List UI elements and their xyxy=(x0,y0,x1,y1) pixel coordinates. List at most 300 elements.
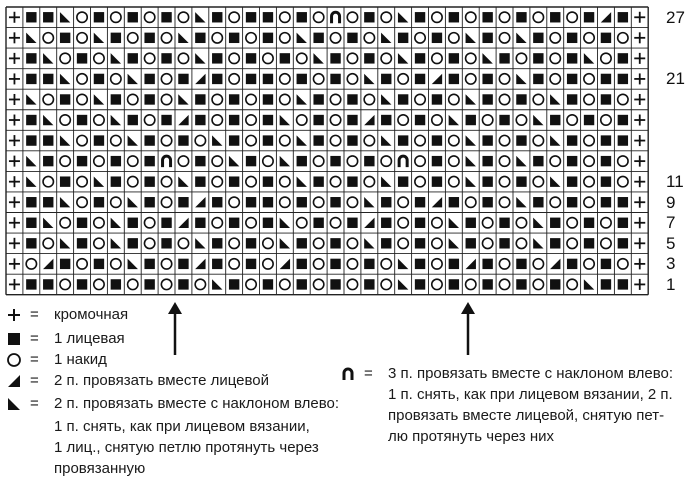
yarn-over-circle xyxy=(94,156,104,166)
knit-square xyxy=(60,176,70,186)
legend-edge xyxy=(6,305,326,325)
yarn-over-circle xyxy=(178,238,188,248)
yarn-over-circle xyxy=(415,156,425,166)
arch-icon xyxy=(340,364,356,384)
legend-k2tog xyxy=(6,371,326,391)
edge-plus xyxy=(9,53,20,64)
circle-icon xyxy=(6,350,22,370)
knit-square xyxy=(77,218,87,228)
k2tog-triangle xyxy=(364,115,374,125)
knit-square xyxy=(111,176,121,186)
yarn-over-circle xyxy=(330,218,340,228)
k2tog-triangle xyxy=(466,259,476,269)
yarn-over-circle xyxy=(212,94,222,104)
ssk-triangle xyxy=(128,135,138,145)
yarn-over-circle xyxy=(415,94,425,104)
yarn-over-circle xyxy=(313,197,323,207)
yarn-over-circle xyxy=(330,94,340,104)
sk2p-arch xyxy=(163,156,171,167)
row-number: 11 xyxy=(666,172,684,192)
yarn-over-circle xyxy=(77,12,87,22)
grid-lines xyxy=(6,7,648,295)
knit-square xyxy=(550,115,560,125)
knit-square xyxy=(567,135,577,145)
knit-square xyxy=(364,259,374,269)
yarn-over-circle xyxy=(381,279,391,289)
yarn-over-circle xyxy=(229,12,239,22)
knit-square xyxy=(466,238,476,248)
yarn-over-circle xyxy=(280,135,290,145)
ssk-triangle xyxy=(381,176,391,186)
knit-square xyxy=(111,33,121,43)
ssk-triangle xyxy=(550,176,560,186)
sk2p-arch xyxy=(332,12,340,23)
knit-square xyxy=(77,156,87,166)
yarn-over-circle xyxy=(280,33,290,43)
knit-square xyxy=(246,74,256,84)
yarn-over-circle xyxy=(263,259,273,269)
knit-square xyxy=(26,197,36,207)
knit-square xyxy=(347,176,357,186)
knit-square xyxy=(144,156,154,166)
k2tog-triangle xyxy=(43,259,53,269)
yarn-over-circle xyxy=(499,259,509,269)
ssk-triangle xyxy=(43,115,53,125)
square-icon xyxy=(6,329,22,349)
knit-square xyxy=(601,176,611,186)
yarn-over-circle xyxy=(313,238,323,248)
yarn-over-circle xyxy=(347,12,357,22)
edge-plus xyxy=(9,135,20,146)
yarn-over-circle xyxy=(584,74,594,84)
ssk-triangle xyxy=(449,218,459,228)
yarn-over-circle xyxy=(77,33,87,43)
knit-square xyxy=(415,218,425,228)
knit-square xyxy=(415,53,425,63)
knit-square xyxy=(178,259,188,269)
yarn-over-circle xyxy=(466,279,476,289)
row-number: 3 xyxy=(666,254,676,274)
ssk-triangle xyxy=(111,218,121,228)
legend-edge-text: кромочная xyxy=(54,306,129,323)
ssk-triangle xyxy=(516,33,526,43)
ssk-triangle xyxy=(398,279,408,289)
yarn-over-circle xyxy=(499,156,509,166)
yarn-over-circle xyxy=(43,33,53,43)
yarn-over-circle xyxy=(550,33,560,43)
yarn-over-circle xyxy=(161,94,171,104)
knit-square xyxy=(381,238,391,248)
ssk-triangle xyxy=(313,53,323,63)
knit-square xyxy=(26,135,36,145)
knit-square xyxy=(297,238,307,248)
knit-square xyxy=(111,156,121,166)
knit-square xyxy=(330,197,340,207)
ssk-triangle xyxy=(381,94,391,104)
edge-plus xyxy=(9,279,20,290)
yarn-over-circle xyxy=(432,259,442,269)
ssk-triangle xyxy=(229,156,239,166)
knit-square xyxy=(516,94,526,104)
ssk-triangle xyxy=(466,135,476,145)
yarn-over-circle xyxy=(601,238,611,248)
yarn-over-circle xyxy=(381,156,391,166)
plus-icon xyxy=(6,305,22,325)
yarn-over-circle xyxy=(111,197,121,207)
knit-square xyxy=(398,135,408,145)
legend-ssk-line: 1 лиц., снятую петлю протянуть через xyxy=(54,439,319,456)
legend-ssk-line: 1 п. снять, как при лицевом вязании, xyxy=(54,418,310,435)
sk2p-arch xyxy=(399,156,407,167)
knit-square xyxy=(161,238,171,248)
yarn-over-circle xyxy=(449,135,459,145)
knit-square xyxy=(499,218,509,228)
knit-square xyxy=(499,53,509,63)
knit-square xyxy=(280,53,290,63)
knit-square xyxy=(246,197,256,207)
yarn-over-circle xyxy=(499,279,509,289)
yarn-over-circle xyxy=(313,259,323,269)
yarn-over-circle xyxy=(499,176,509,186)
ssk-triangle xyxy=(297,94,307,104)
knit-square xyxy=(229,135,239,145)
edge-plus xyxy=(634,115,645,126)
ssk-triangle xyxy=(43,53,53,63)
knit-square xyxy=(432,135,442,145)
ssk-triangle xyxy=(516,156,526,166)
yarn-over-circle xyxy=(567,218,577,228)
knit-square xyxy=(482,12,492,22)
yarn-over-circle xyxy=(128,279,138,289)
knit-square xyxy=(128,53,138,63)
yarn-over-circle xyxy=(128,94,138,104)
knit-square xyxy=(482,74,492,84)
yarn-over-circle xyxy=(584,197,594,207)
yarn-over-circle xyxy=(77,197,87,207)
knit-square xyxy=(618,238,628,248)
knit-square xyxy=(297,156,307,166)
knit-square xyxy=(516,135,526,145)
yarn-over-circle xyxy=(550,197,560,207)
yarn-over-circle xyxy=(246,218,256,228)
yarn-over-circle xyxy=(516,53,526,63)
yarn-over-circle xyxy=(263,53,273,63)
ssk-triangle xyxy=(94,94,104,104)
knit-square xyxy=(94,197,104,207)
knit-square xyxy=(482,135,492,145)
yarn-over-circle xyxy=(111,135,121,145)
yarn-over-circle xyxy=(229,197,239,207)
ssk-triangle xyxy=(195,53,205,63)
knit-square xyxy=(533,33,543,43)
yarn-over-circle xyxy=(77,74,87,84)
knit-square xyxy=(364,279,374,289)
yarn-over-circle xyxy=(567,238,577,248)
knit-square xyxy=(178,279,188,289)
knit-square xyxy=(26,53,36,63)
ssk-triangle xyxy=(449,115,459,125)
yarn-over-circle xyxy=(398,238,408,248)
yarn-over-circle xyxy=(330,115,340,125)
knit-square xyxy=(516,12,526,22)
knit-square xyxy=(263,94,273,104)
knit-square xyxy=(449,53,459,63)
ssk-triangle xyxy=(178,94,188,104)
knit-square xyxy=(449,197,459,207)
ssk-triangle xyxy=(533,115,543,125)
legend-equals: = xyxy=(30,372,39,389)
knit-square xyxy=(415,74,425,84)
up-arrow-right xyxy=(458,300,478,360)
ssk-triangle xyxy=(60,197,70,207)
knit-square xyxy=(618,218,628,228)
yarn-over-circle xyxy=(584,259,594,269)
legend-equals: = xyxy=(30,306,39,323)
knit-square xyxy=(449,12,459,22)
knit-square xyxy=(330,53,340,63)
yarn-over-circle xyxy=(178,156,188,166)
legend-sk2p-line: 1 п. снять, как при лицевом вязании, 2 п. xyxy=(388,386,673,403)
yarn-over-circle xyxy=(415,33,425,43)
knit-square xyxy=(313,218,323,228)
knit-square xyxy=(533,53,543,63)
yarn-over-circle xyxy=(246,115,256,125)
knit-square xyxy=(601,135,611,145)
knit-square xyxy=(263,115,273,125)
yarn-over-circle xyxy=(347,74,357,84)
yarn-over-circle xyxy=(144,115,154,125)
ssk-triangle xyxy=(550,135,560,145)
knit-square xyxy=(550,12,560,22)
knit-square xyxy=(195,115,205,125)
knit-square xyxy=(178,74,188,84)
knit-square xyxy=(94,12,104,22)
knit-square xyxy=(144,74,154,84)
knit-square xyxy=(584,218,594,228)
yarn-over-circle xyxy=(313,12,323,22)
knit-square xyxy=(432,176,442,186)
knit-square xyxy=(330,259,340,269)
yarn-over-circle xyxy=(263,156,273,166)
yarn-over-circle xyxy=(618,156,628,166)
legend-k2tog-text: 2 п. провязать вместе лицевой xyxy=(54,372,270,389)
yarn-over-circle xyxy=(398,218,408,228)
yarn-over-circle xyxy=(77,135,87,145)
yarn-over-circle xyxy=(212,176,222,186)
ssk-triangle xyxy=(516,197,526,207)
left-triangle-icon xyxy=(6,394,22,414)
ssk-triangle xyxy=(297,33,307,43)
yarn-over-circle xyxy=(195,135,205,145)
k2tog-triangle xyxy=(195,197,205,207)
yarn-over-circle xyxy=(398,74,408,84)
k2tog-triangle xyxy=(432,197,442,207)
knit-square xyxy=(415,12,425,22)
k2tog-triangle xyxy=(195,74,205,84)
knit-square xyxy=(263,12,273,22)
knit-square xyxy=(195,156,205,166)
knit-square xyxy=(347,115,357,125)
ssk-triangle xyxy=(297,176,307,186)
yarn-over-circle xyxy=(144,238,154,248)
knit-square xyxy=(567,176,577,186)
knit-square xyxy=(94,74,104,84)
ssk-triangle xyxy=(26,94,36,104)
knit-square xyxy=(313,135,323,145)
legend-equals: = xyxy=(30,395,39,412)
yarn-over-circle xyxy=(584,33,594,43)
edge-plus xyxy=(634,135,645,146)
knit-square xyxy=(516,176,526,186)
knit-square xyxy=(398,176,408,186)
yarn-over-circle xyxy=(398,197,408,207)
yarn-over-circle xyxy=(60,115,70,125)
knit-square xyxy=(584,238,594,248)
knit-square xyxy=(43,12,53,22)
yarn-over-circle xyxy=(499,135,509,145)
ssk-triangle xyxy=(26,33,36,43)
yarn-over-circle xyxy=(482,238,492,248)
knit-square xyxy=(432,156,442,166)
yarn-over-circle xyxy=(178,12,188,22)
yarn-over-circle xyxy=(415,135,425,145)
yarn-over-circle xyxy=(432,12,442,22)
knit-square xyxy=(533,156,543,166)
ssk-triangle xyxy=(466,176,476,186)
edge-plus xyxy=(634,217,645,228)
yarn-over-circle xyxy=(449,156,459,166)
knit-square xyxy=(43,74,53,84)
ssk-triangle xyxy=(178,176,188,186)
ssk-triangle xyxy=(533,238,543,248)
knit-square xyxy=(297,74,307,84)
knit-square xyxy=(128,238,138,248)
edge-plus xyxy=(634,53,645,64)
ssk-triangle xyxy=(364,238,374,248)
yarn-over-circle xyxy=(111,12,121,22)
yarn-over-circle xyxy=(364,176,374,186)
knit-square xyxy=(364,12,374,22)
knit-square xyxy=(313,33,323,43)
knit-square xyxy=(330,156,340,166)
ssk-triangle xyxy=(381,135,391,145)
legend-equals: = xyxy=(364,365,373,382)
knit-square xyxy=(347,135,357,145)
knit-square xyxy=(601,94,611,104)
knit-square xyxy=(43,197,53,207)
ssk-triangle xyxy=(280,115,290,125)
knit-square xyxy=(567,156,577,166)
yarn-over-circle xyxy=(567,115,577,125)
knit-square xyxy=(263,135,273,145)
knit-square xyxy=(246,259,256,269)
ssk-triangle xyxy=(94,176,104,186)
yarn-over-circle xyxy=(94,238,104,248)
ssk-triangle xyxy=(280,218,290,228)
yarn-over-circle xyxy=(94,53,104,63)
yarn-over-circle xyxy=(482,218,492,228)
yarn-over-circle xyxy=(584,156,594,166)
knit-square xyxy=(229,115,239,125)
knit-square xyxy=(381,218,391,228)
knit-square xyxy=(466,115,476,125)
ssk-triangle xyxy=(364,197,374,207)
yarn-over-circle xyxy=(297,218,307,228)
knit-square xyxy=(212,238,222,248)
knit-square xyxy=(178,197,188,207)
yarn-over-circle xyxy=(161,135,171,145)
row-number: 9 xyxy=(666,192,676,212)
ssk-triangle xyxy=(111,238,121,248)
right-triangle-icon xyxy=(6,371,22,391)
legend-knit xyxy=(6,329,326,349)
yarn-over-circle xyxy=(533,176,543,186)
yarn-over-circle xyxy=(111,74,121,84)
yarn-over-circle xyxy=(432,218,442,228)
legend-ssk-text: 2 п. провязать вместе с наклоном влево: xyxy=(54,395,340,412)
ssk-triangle xyxy=(128,74,138,84)
k2tog-triangle xyxy=(280,259,290,269)
yarn-over-circle xyxy=(229,53,239,63)
yarn-over-circle xyxy=(364,33,374,43)
yarn-over-circle xyxy=(144,53,154,63)
edge-plus xyxy=(9,115,20,126)
ssk-triangle xyxy=(60,238,70,248)
ssk-triangle xyxy=(212,279,222,289)
knit-square xyxy=(482,259,492,269)
knit-square xyxy=(516,259,526,269)
yarn-over-circle xyxy=(43,176,53,186)
ssk-triangle xyxy=(60,12,70,22)
ssk-triangle xyxy=(550,94,560,104)
edge-plus xyxy=(634,279,645,290)
edge-plus xyxy=(634,238,645,249)
knit-square xyxy=(26,12,36,22)
legend-sk2p-text: 3 п. провязать вместе с наклоном влево: xyxy=(388,365,674,382)
ssk-triangle xyxy=(297,135,307,145)
knit-square xyxy=(398,94,408,104)
knit-square xyxy=(347,218,357,228)
yarn-over-circle xyxy=(618,176,628,186)
yarn-over-circle xyxy=(246,135,256,145)
yarn-over-circle xyxy=(330,135,340,145)
edge-plus xyxy=(634,12,645,23)
knit-square xyxy=(60,94,70,104)
knit-square xyxy=(398,33,408,43)
knit-square xyxy=(144,279,154,289)
yarn-over-circle xyxy=(77,94,87,104)
ssk-triangle xyxy=(111,53,121,63)
knit-square xyxy=(567,197,577,207)
knit-square xyxy=(533,74,543,84)
knit-square xyxy=(499,238,509,248)
yarn-over-circle xyxy=(516,218,526,228)
yarn-over-circle xyxy=(111,259,121,269)
knit-square xyxy=(601,279,611,289)
yarn-over-circle xyxy=(499,94,509,104)
yarn-over-circle xyxy=(466,53,476,63)
yarn-over-circle xyxy=(94,115,104,125)
yarn-over-circle xyxy=(60,279,70,289)
yarn-over-circle xyxy=(482,115,492,125)
knit-square xyxy=(263,176,273,186)
yarn-over-circle xyxy=(212,218,222,228)
k2tog-triangle xyxy=(432,74,442,84)
edge-plus xyxy=(9,217,20,228)
ssk-triangle xyxy=(482,53,492,63)
knit-square xyxy=(584,12,594,22)
yarn-over-circle xyxy=(128,176,138,186)
